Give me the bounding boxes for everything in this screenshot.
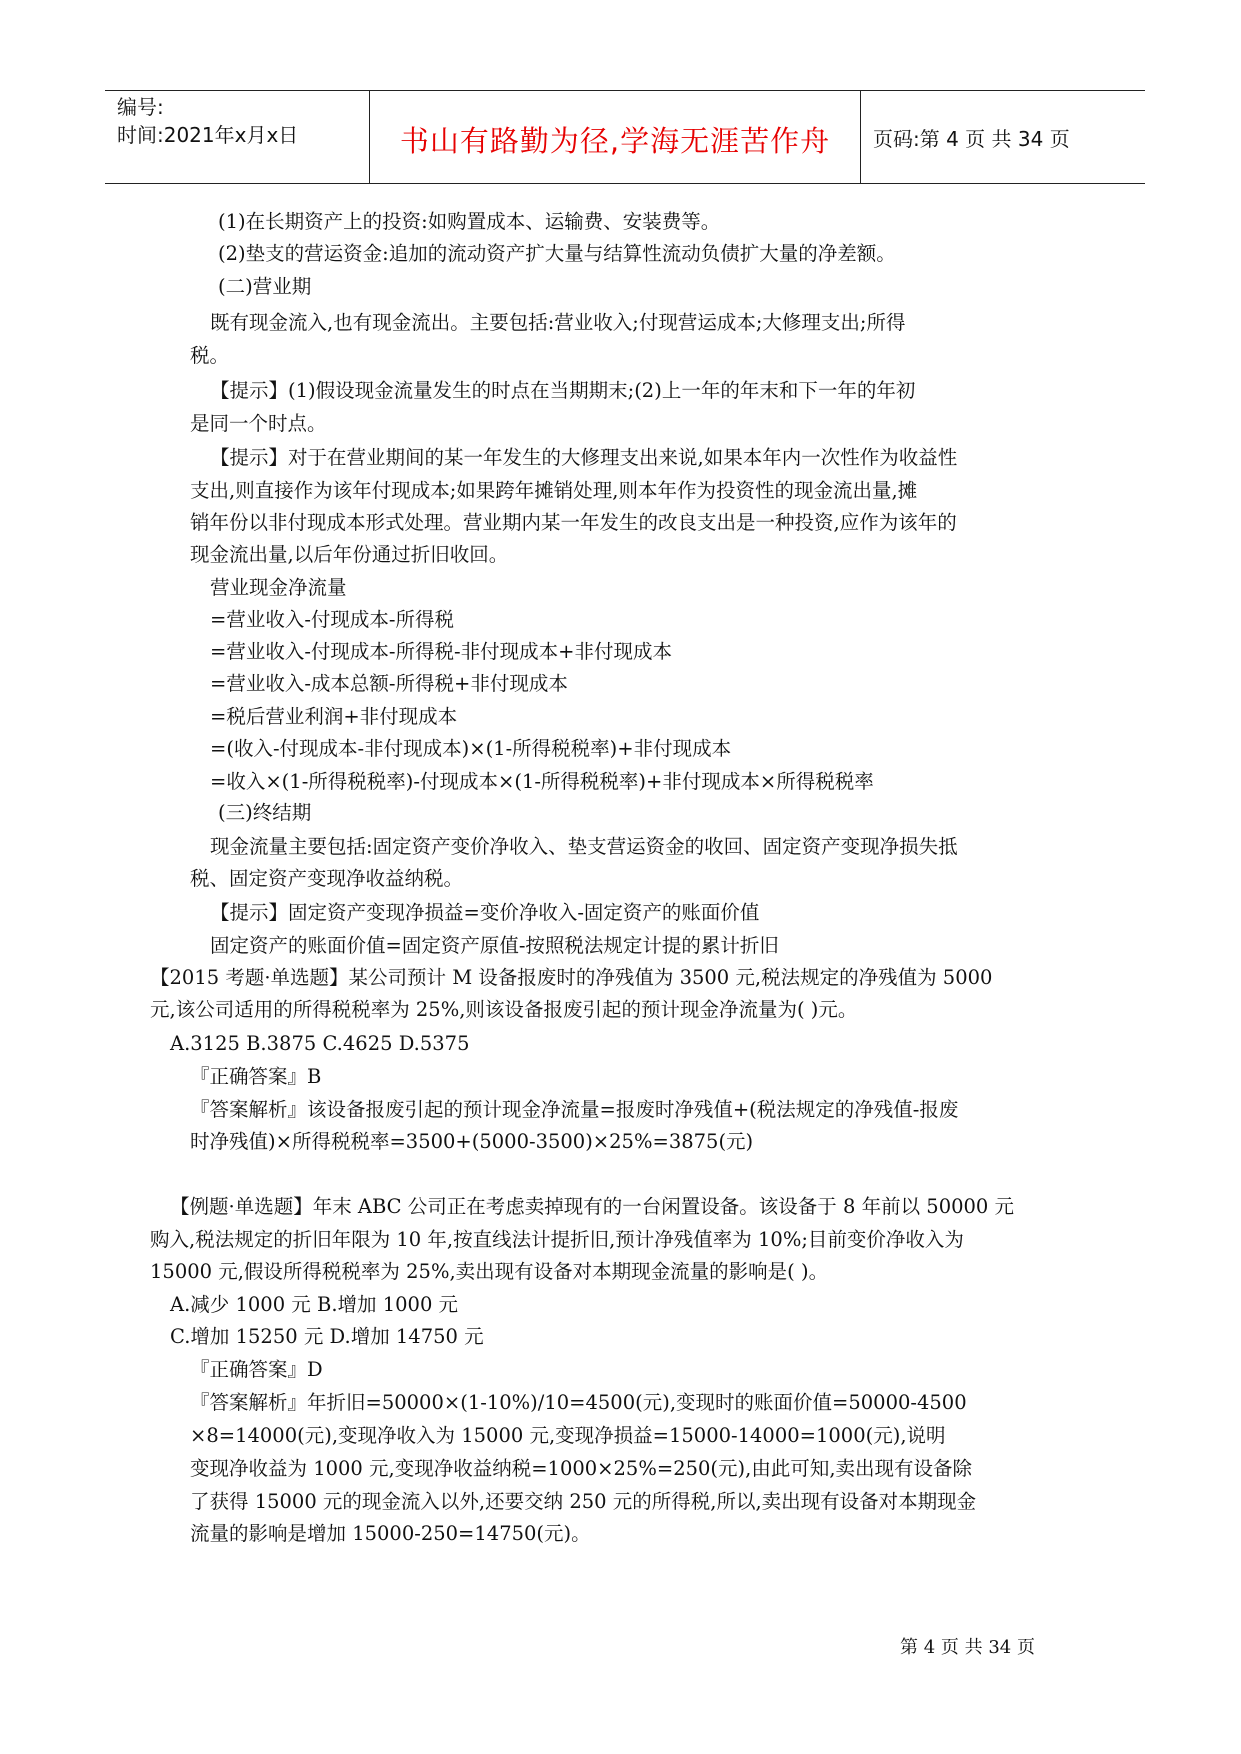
formula-line: =营业收入-付现成本-所得税-非付现成本+非付现成本 (210, 640, 672, 663)
text-line: 税。 (190, 344, 230, 367)
number-label: 编号: (117, 95, 164, 119)
text-line: 固定资产的账面价值=固定资产原值-按照税法规定计提的累计折旧 (210, 934, 779, 957)
time-label: 时间:2021年x月x日 (117, 123, 299, 147)
text-line: 现金流出量,以后年份通过折旧收回。 (190, 543, 509, 566)
answer-explanation: 了获得 15000 元的现金流入以外,还要交纳 250 元的所得税,所以,卖出现有设备对本期现金 (190, 1490, 977, 1513)
answer-explanation: 『答案解析』该设备报废引起的预计现金净流量=报废时净残值+(税法规定的净残值-报废 (190, 1098, 959, 1121)
text-line: (三)终结期 (218, 801, 312, 824)
page-header (105, 90, 1145, 184)
question-line: 【2015 考题·单选题】某公司预计 M 设备报废时的净残值为 3500 元,税法规定的净残值为 5000 (150, 966, 993, 989)
text-line: 现金流量主要包括:固定资产变价净收入、垫支营运资金的收回、固定资产变现净损失抵 (210, 835, 958, 858)
correct-answer: 『正确答案』B (190, 1065, 322, 1088)
text-line: 支出,则直接作为该年付现成本;如果跨年摊销处理,则本年作为投资性的现金流出量,摊 (190, 479, 918, 502)
text-line: (2)垫支的营运资金:追加的流动资产扩大量与结算性流动负债扩大量的净差额。 (218, 242, 896, 265)
question-line: 购入,税法规定的折旧年限为 10 年,按直线法计提折旧,预计净残值率为 10%;目前变价净收入为 (150, 1228, 964, 1251)
text-line: 既有现金流入,也有现金流出。主要包括:营业收入;付现营运成本;大修理支出;所得 (210, 311, 906, 334)
formula-line: =税后营业利润+非付现成本 (210, 705, 458, 728)
header-motto: 书山有路勤为径,学海无涯苦作舟 (399, 124, 831, 158)
text-line: 销年份以非付现成本形式处理。营业期内某一年发生的改良支出是一种投资,应作为该年的 (190, 511, 957, 534)
text-line: (二)营业期 (218, 275, 312, 298)
text-line: 税、固定资产变现净收益纳税。 (190, 867, 464, 890)
text-line: 【提示】对于在营业期间的某一年发生的大修理支出来说,如果本年内一次性作为收益性 (210, 446, 958, 469)
text-line: (1)在长期资产上的投资:如购置成本、运输费、安装费等。 (218, 210, 721, 233)
formula-line: =营业收入-成本总额-所得税+非付现成本 (210, 672, 568, 695)
formula-line: =收入×(1-所得税税率)-付现成本×(1-所得税税率)+非付现成本×所得税税率 (210, 770, 874, 793)
text-line: 营业现金净流量 (210, 576, 347, 599)
formula-line: =营业收入-付现成本-所得税 (210, 608, 455, 631)
question-line: 【例题·单选题】年末 ABC 公司正在考虑卖掉现有的一台闲置设备。该设备于 8 年前以 50000 元 (170, 1195, 1015, 1218)
question-line: 元,该公司适用的所得税税率为 25%,则该设备报废引起的预计现金净流量为( )元。 (150, 998, 858, 1021)
question-line: 15000 元,假设所得税税率为 25%,卖出现有设备对本期现金流量的影响是( )。 (150, 1260, 829, 1283)
page-footer: 第 4 页 共 34 页 (900, 1637, 1035, 1658)
header-meta (117, 93, 298, 149)
answer-options: A.减少 1000 元 B.增加 1000 元 (170, 1293, 459, 1316)
formula-line: =(收入-付现成本-非付现成本)×(1-所得税税率)+非付现成本 (210, 737, 732, 760)
text-line: 【提示】固定资产变现净损益=变价净收入-固定资产的账面价值 (210, 901, 760, 924)
answer-explanation: ×8=14000(元),变现净收入为 15000 元,变现净损益=15000-14000=1000(元),说明 (190, 1424, 946, 1447)
answer-explanation: 变现净收益为 1000 元,变现净收益纳税=1000×25%=250(元),由此可知,卖出现有设备除 (190, 1457, 973, 1480)
answer-options: A.3125 B.3875 C.4625 D.5375 (170, 1032, 470, 1055)
header-divider-right (860, 91, 861, 183)
text-line: 【提示】(1)假设现金流量发生的时点在当期期末;(2)上一年的年末和下一年的年初 (210, 379, 916, 402)
answer-explanation: 流量的影响是增加 15000-250=14750(元)。 (190, 1522, 591, 1545)
text-line: 是同一个时点。 (190, 412, 327, 435)
answer-explanation: 时净残值)×所得税税率=3500+(5000-3500)×25%=3875(元) (190, 1130, 754, 1153)
answer-options: C.增加 15250 元 D.增加 14750 元 (170, 1325, 484, 1348)
answer-explanation: 『答案解析』年折旧=50000×(1-10%)/10=4500(元),变现时的账面价值=50000-4500 (190, 1391, 967, 1414)
correct-answer: 『正确答案』D (190, 1358, 323, 1381)
header-page-number: 页码:第 4 页 共 34 页 (873, 127, 1070, 151)
